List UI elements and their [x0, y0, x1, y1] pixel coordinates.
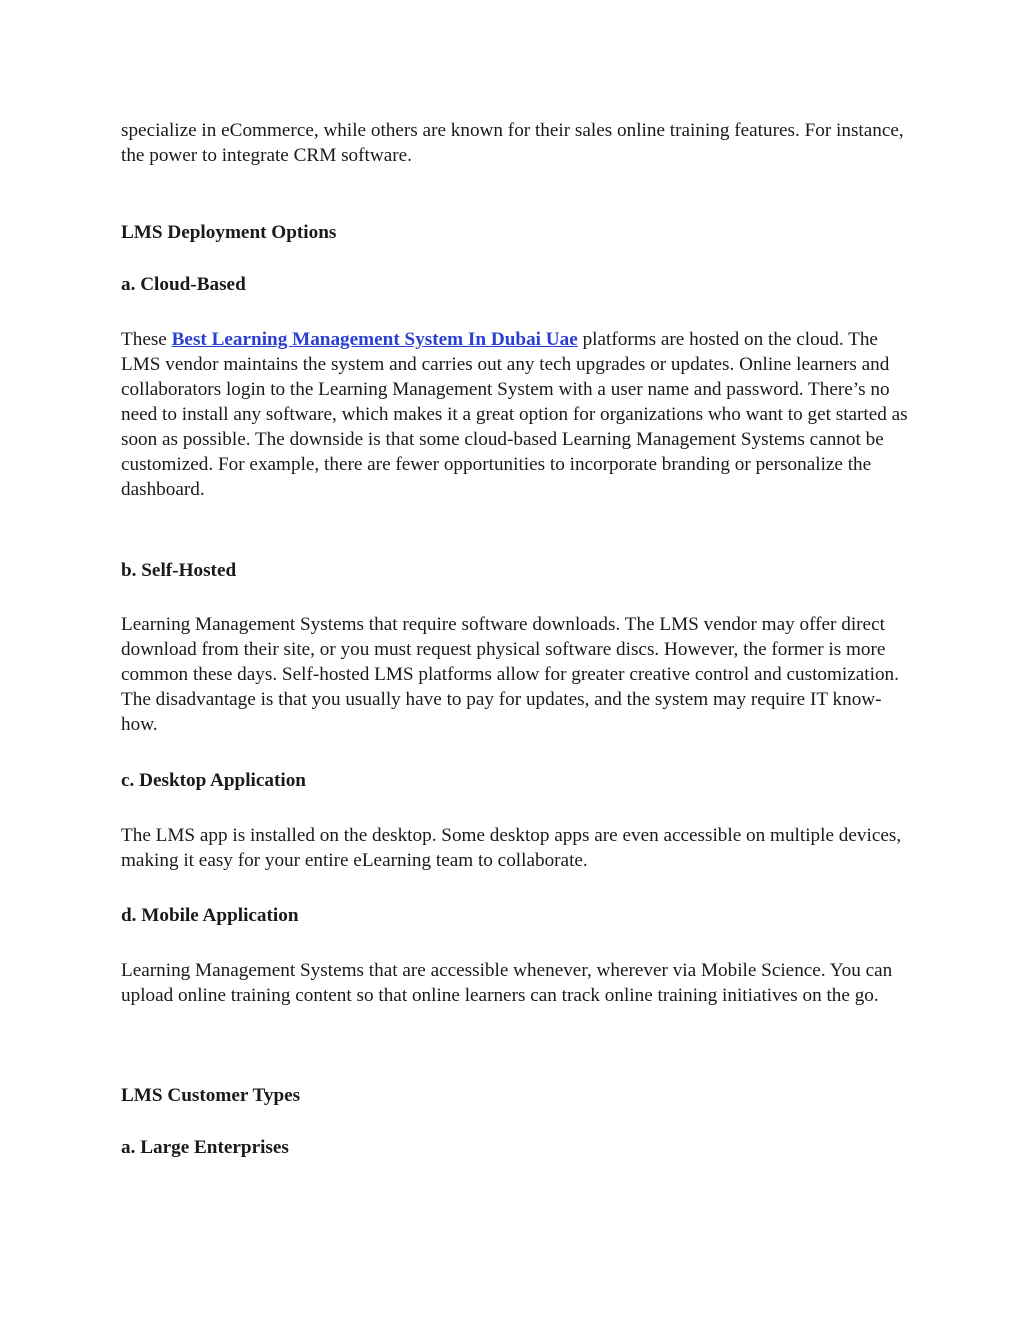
intro-paragraph: specialize in eCommerce, while others are known for their sales online training features. For instance, the power to integrate CRM software. [121, 120, 904, 166]
deployment-heading: LMS Deployment Options [121, 222, 337, 243]
cloud-paragraph [121, 327, 911, 502]
desktop-heading: c. Desktop Application [121, 770, 306, 791]
cloud-text-before: These [121, 329, 172, 350]
mobile-heading: d. Mobile Application [121, 905, 299, 926]
self-hosted-heading: b. Self-Hosted [121, 560, 237, 581]
self-hosted-paragraph: Learning Management Systems that require software downloads. The LMS vendor may offer direct download from their site, or you must request physical software discs. However, the former is more common these days. Self-hosted LMS platforms allow for greater creative control and customization. The disadvantage is that you usually have to pay for updates, and the system may require IT know-how. [121, 614, 899, 735]
lms-dubai-link[interactable]: Best Learning Management System In Dubai Uae [171, 329, 578, 350]
cloud-text-after: platforms are hosted on the cloud. The LMS vendor maintains the system and carries out any tech upgrades or updates. Online learners and collaborators login to the Learning Management System with a user name and password. There’s no need to install any software, which makes it a great option for organizations who want to get started as soon as possible. The downside is that some cloud-based Learning Management Systems cannot be customized. For example, there are fewer opportunities to incorporate branding or personalize the dashboard. [121, 329, 908, 500]
cloud-heading: a. Cloud-Based [121, 274, 246, 295]
customer-types-heading: LMS Customer Types [121, 1085, 301, 1106]
large-enterprises-heading: a. Large Enterprises [121, 1137, 289, 1158]
desktop-paragraph: The LMS app is installed on the desktop. Some desktop apps are even accessible on multiple devices, making it easy for your entire eLearning team to collaborate. [121, 825, 902, 871]
mobile-paragraph: Learning Management Systems that are accessible whenever, wherever via Mobile Science. You can upload online training content so that online learners can track online training initiatives on the go. [121, 960, 893, 1006]
